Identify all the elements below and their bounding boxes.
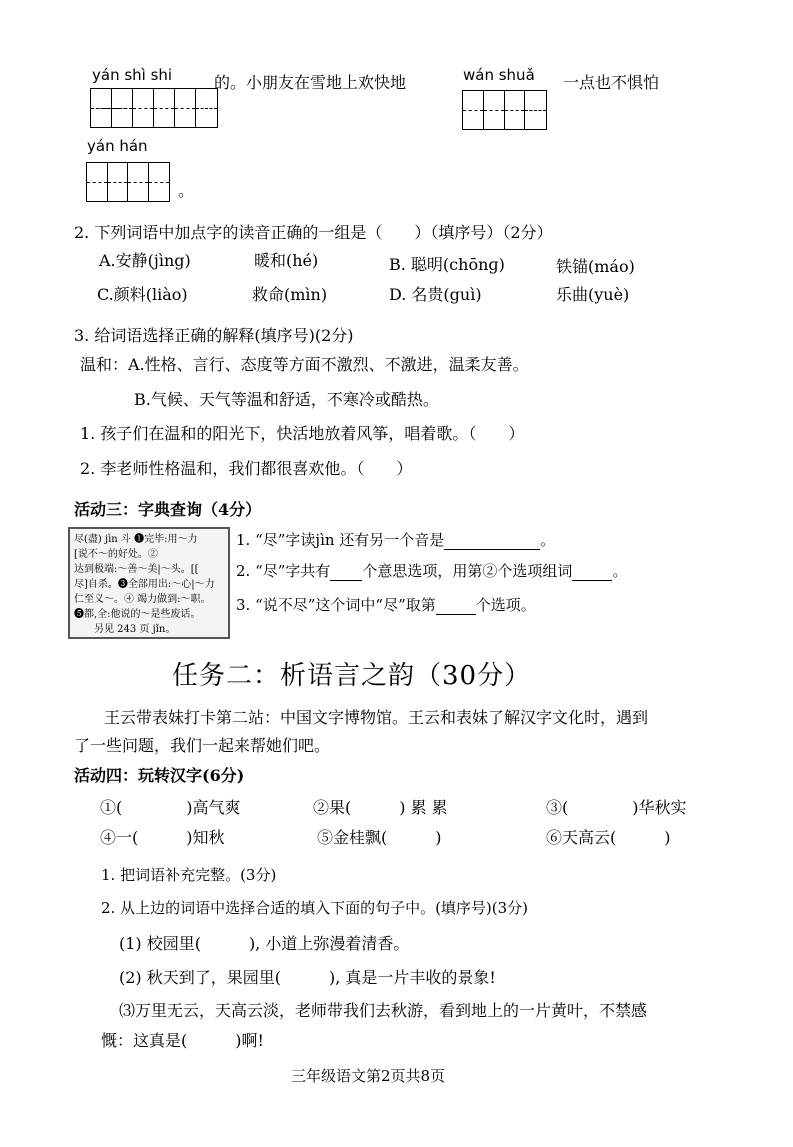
dict-line: ❺都,全:他说的～是些废话。 [74, 609, 201, 620]
sentence-part-2: 一点也不惧怕 [563, 73, 660, 92]
activity-4-s3b: 慨：这真是( )啊! [101, 1031, 264, 1050]
idiom-5: ⑤金桂飘( ) [317, 828, 442, 847]
pinyin-wanshua: wán shuǎ [463, 66, 535, 84]
dict-line: 仁至义～。④ 竭力做到:～职。 [74, 594, 211, 605]
q3-blank[interactable] [436, 596, 476, 615]
dict-line: 尽]自杀。❸全部用出:～心|～力 [74, 579, 215, 590]
option-d1: D. 名贵(guì) [389, 285, 482, 304]
sentence-part-1: 的。小朋友在雪地上欢快地 [214, 73, 407, 92]
dict-line: 尽(盡) jìn 斗 ❶完毕:用～力 [74, 534, 198, 545]
answer-grid-3[interactable] [86, 162, 170, 202]
task-2-intro-1: 王云带表妹打卡第二站：中国文字博物馆。王云和表妹了解汉字文化时，遇到 [104, 708, 649, 727]
dictionary-entry-image [68, 527, 230, 639]
option-d2: 乐曲(yuè) [556, 285, 630, 304]
idiom-6: ⑥天高云( ) [546, 828, 671, 847]
activity-3-q3 [236, 594, 536, 615]
activity-3-q1 [236, 529, 555, 550]
definition-b: B.气候、天气等温和舒适，不寒冷或酷热。 [134, 390, 439, 409]
q2-blank-1[interactable] [330, 562, 362, 581]
option-c1: C.颜料(liào) [97, 285, 188, 304]
option-b1: B. 聪明(chōnɡ) [389, 255, 505, 274]
answer-grid-2[interactable] [462, 90, 547, 130]
q2-text-a: 2. “尽”字共有 [236, 562, 331, 580]
activity-3-title: 活动三：字典查询（4分） [74, 500, 262, 519]
q2-blank-2[interactable] [572, 562, 612, 581]
activity-4-q1: 1. 把词语补充完整。(3分) [101, 866, 277, 884]
q3-text-a: 3. “说不尽”这个词中“尽”取第 [236, 596, 436, 614]
page-footer: 三年级语文第2页共8页 [291, 1067, 446, 1085]
q2-end: 。 [612, 562, 628, 580]
definition-a: 温和：A.性格、言行、态度等方面不激烈、不激进，温柔友善。 [80, 355, 529, 374]
option-c2: 救命(mìn) [252, 285, 328, 304]
sentence-end: 。 [178, 181, 195, 200]
answer-grid-1[interactable] [90, 88, 218, 128]
pinyin-yanshishi: yán shì shi [92, 66, 173, 84]
task-2-intro-2: 了一些问题，我们一起来帮她们吧。 [74, 736, 331, 755]
task-2-title: 任务二：析语言之韵（30分） [172, 661, 532, 691]
activity-4-q2: 2. 从上边的词语中选择合适的填入下面的句子中。(填序号)(3分) [101, 899, 529, 917]
dict-line: 另见 243 页 jǐn。 [94, 624, 176, 635]
q3-sentence-1: 1. 孩子们在温和的阳光下，快活地放着风筝，唱着歌。（ ） [80, 424, 525, 443]
idiom-4: ④一( )知秋 [100, 828, 225, 847]
dict-line: [说不～的好处。② [74, 549, 158, 560]
q1-end: 。 [540, 531, 556, 549]
dict-line: 达到极端:～善～美|～头。[[ [74, 564, 199, 575]
option-a2: 暖和(hé) [254, 251, 319, 270]
activity-4-s1: (1) 校园里( ), 小道上弥漫着清香。 [119, 934, 410, 953]
q3-text-b: 个选项。 [475, 596, 536, 614]
activity-4-title: 活动四：玩转汉字(6分) [74, 766, 245, 785]
option-b2: 铁锚(máo) [556, 257, 635, 276]
q3-sentence-2: 2. 李老师性格温和，我们都很喜欢他。（ ） [80, 459, 413, 478]
activity-4-s3a: ⑶万里无云，天高云淡，老师带我们去秋游，看到地上的一片黄叶，不禁感 [119, 1001, 648, 1020]
option-a1: A.安静(jìng) [99, 251, 191, 270]
idiom-1: ①( )高气爽 [100, 798, 241, 817]
q1-blank[interactable] [444, 531, 540, 550]
idiom-3: ③( )华秋实 [546, 798, 687, 817]
pinyin-yanhan: yán hán [87, 137, 148, 155]
question-2-stem: 2. 下列词语中加点字的读音正确的一组是（ ）（填序号）（2分） [74, 223, 553, 242]
q1-text: 1. “尽”字读jìn 还有另一个音是 [236, 531, 445, 549]
q2-text-b: 个意思选项，用第②个选项组词 [362, 562, 573, 580]
question-3-stem: 3. 给词语选择正确的解释(填序号)(2分) [74, 326, 354, 345]
activity-4-s2: (2) 秋天到了，果园里( ), 真是一片丰收的景象! [119, 968, 496, 987]
activity-3-q2 [236, 560, 627, 581]
idiom-2: ②果( ) 累 累 [313, 798, 448, 817]
